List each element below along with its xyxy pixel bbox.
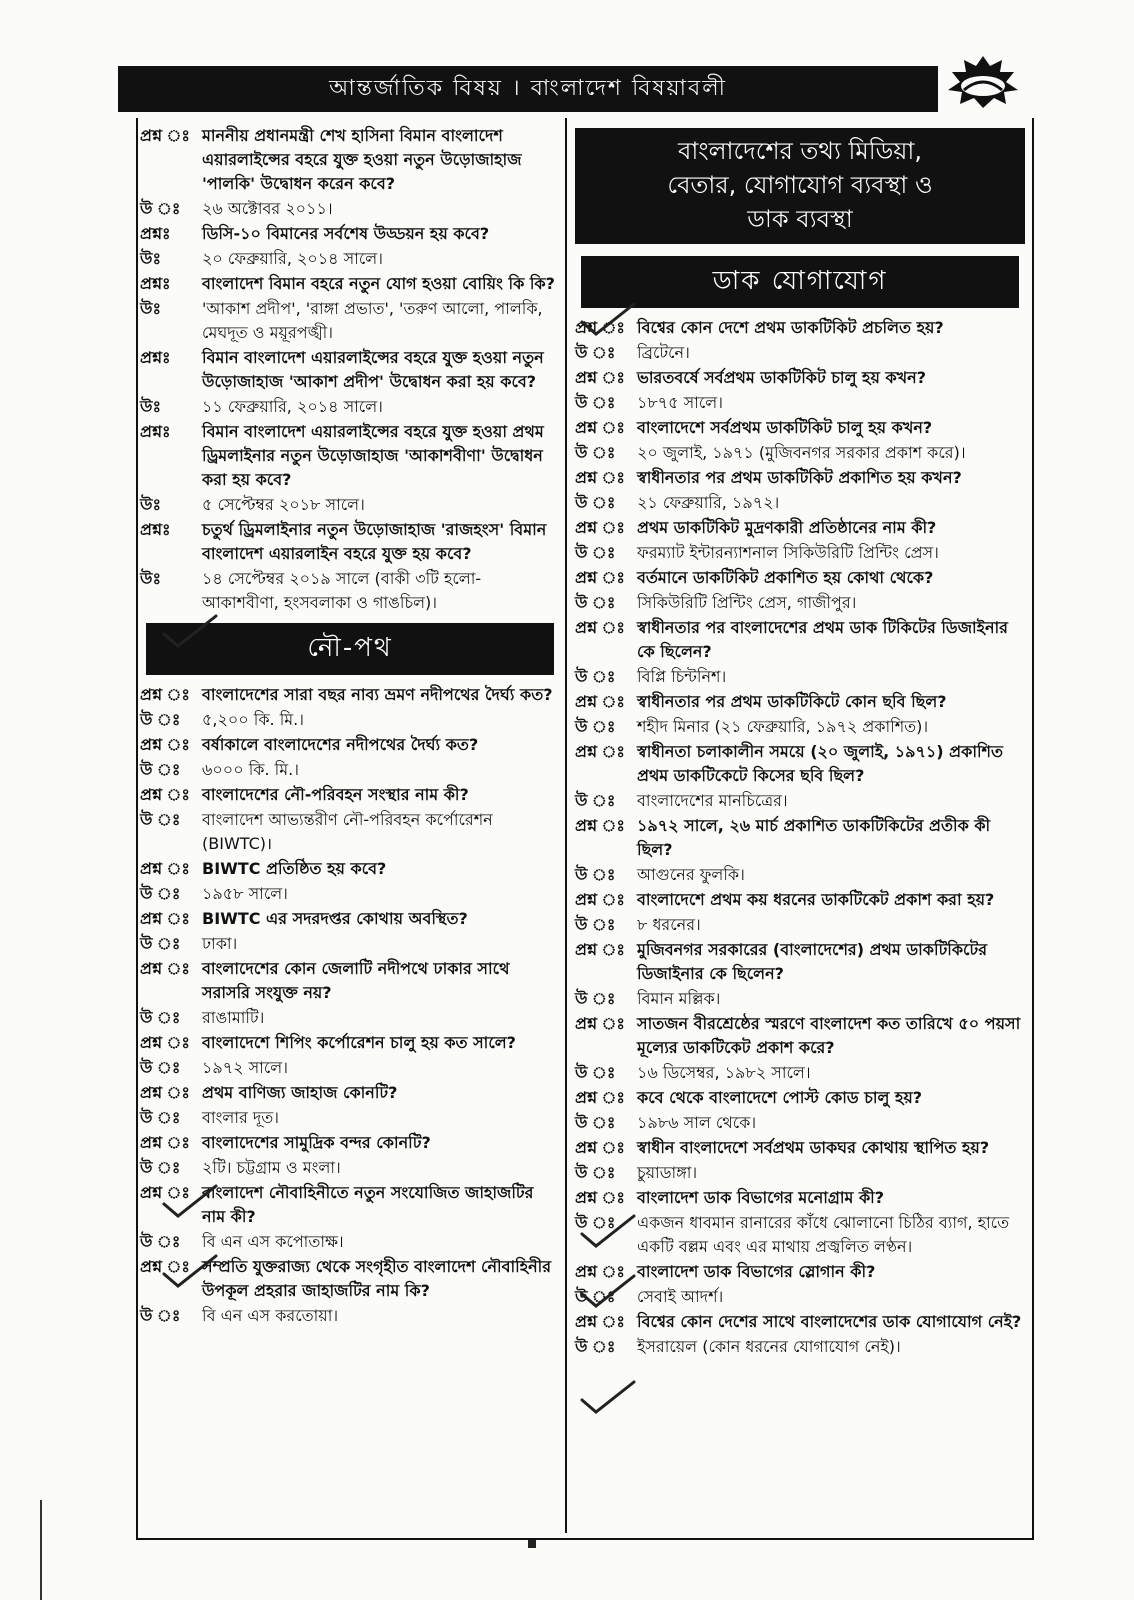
question-label: প্রশ্ন ঃ <box>575 1088 625 1107</box>
question-row <box>575 938 1025 986</box>
answer-row <box>140 567 560 615</box>
answer-row <box>575 987 1025 1011</box>
left-column <box>140 124 560 1329</box>
answer-row <box>575 863 1025 887</box>
answer-text: ১৬ ডিসেম্বর, ১৯৮২ সালে। <box>637 1063 811 1082</box>
question-label: প্রশ্ন ঃ <box>140 1083 190 1102</box>
question-row <box>575 1086 1025 1110</box>
answer-label: উঃ <box>140 299 161 318</box>
qa-list-postal <box>575 316 1025 1359</box>
column-divider <box>565 118 567 1533</box>
question-label: প্রশ্ন ঃ <box>575 1312 625 1331</box>
answer-row <box>575 1061 1025 1085</box>
question-text: বাংলাদেশে প্রথম কয় ধরনের ডাকটিকেট প্রকাশ করা হয়? <box>637 890 995 909</box>
answer-label: উঃ <box>140 397 161 416</box>
question-row <box>575 888 1025 912</box>
question-label: প্রশ্নঃ <box>140 224 171 243</box>
answer-text: বাংলাদেশ আভ্যন্তরীণ নৌ-পরিবহন কর্পোরেশন (BIWTC)। <box>202 810 493 853</box>
question-text: সম্প্রতি যুক্তরাজ্য থেকে সংগৃহীত বাংলাদেশ নৌবাহিনীর উপকূল প্রহরার জাহাজটির নাম কি? <box>202 1257 552 1300</box>
question-text: স্বাধীনতার পর প্রথম ডাকটিকিট প্রকাশিত হয় কখন? <box>637 468 962 487</box>
question-row <box>575 1012 1025 1060</box>
question-row <box>575 566 1025 590</box>
handwritten-check-icon <box>160 612 220 652</box>
answer-row <box>575 541 1025 565</box>
handwritten-check-icon <box>160 1182 220 1222</box>
answer-text: ২০ জুলাই, ১৯৭১ (মুজিবনগর সরকার প্রকাশ করে)। <box>637 443 966 462</box>
question-text: ডিসি-১০ বিমানের সর্বশেষ উড্ডয়ন হয় কবে? <box>202 224 490 243</box>
question-text: BIWTC এর সদরদপ্তর কোথায় অবস্থিত? <box>202 909 468 928</box>
handwritten-check-icon <box>578 1212 638 1252</box>
question-text: বাংলাদেশে সর্বপ্রথম ডাকটিকিট চালু হয় কখন? <box>637 418 933 437</box>
question-row <box>140 124 560 196</box>
question-text: বিশ্বের কোন দেশের সাথে বাংলাদেশের ডাক যোগাযোগ নেই? <box>637 1312 1022 1331</box>
answer-label: উ ঃ <box>575 717 616 736</box>
section-title-waterways: নৌ-পথ <box>146 623 554 675</box>
answer-row <box>140 1156 560 1180</box>
question-label: প্রশ্ন ঃ <box>575 1138 625 1157</box>
answer-label: উ ঃ <box>140 760 181 779</box>
question-row <box>575 316 1025 340</box>
answer-label: উ ঃ <box>575 543 616 562</box>
qa-list-waterways <box>140 683 560 1328</box>
answer-row <box>575 1335 1025 1359</box>
question-row <box>575 1260 1025 1284</box>
question-label: প্রশ্ন ঃ <box>575 816 625 835</box>
answer-row <box>140 1056 560 1080</box>
answer-row <box>575 913 1025 937</box>
answer-text: ৫,২০০ কি. মি.। <box>202 710 304 729</box>
answer-row <box>140 493 560 517</box>
question-label: প্রশ্ন ঃ <box>140 959 190 978</box>
question-label: প্রশ্নঃ <box>140 422 171 441</box>
answer-label: উ ঃ <box>575 989 616 1008</box>
question-label: প্রশ্নঃ <box>140 274 171 293</box>
question-label: প্রশ্ন ঃ <box>575 318 625 337</box>
question-text: বিমান বাংলাদেশ এয়ারলাইন্সের বহরে যুক্ত হওয়া নতুন উড়োজাহাজ 'আকাশ প্রদীপ' উদ্বোধন করা হয় কবে? <box>202 348 544 391</box>
answer-label: উ ঃ <box>575 865 616 884</box>
question-row <box>575 616 1025 664</box>
answer-label: উ ঃ <box>140 884 181 903</box>
question-row <box>140 1131 560 1155</box>
answer-text: ২৬ অক্টোবর ২০১১। <box>202 199 333 218</box>
question-row <box>140 1031 560 1055</box>
question-text: বাংলাদেশের সামুদ্রিক বন্দর কোনটি? <box>202 1133 431 1152</box>
question-row <box>140 733 560 757</box>
answer-label: উঃ <box>140 495 161 514</box>
answer-label: উ ঃ <box>575 443 616 462</box>
question-row <box>140 518 560 566</box>
answer-label: উ ঃ <box>140 1158 181 1177</box>
running-header-title: আন্তর্জাতিক বিষয় । বাংলাদেশ বিষয়াবলী <box>329 75 727 101</box>
question-text: বাংলাদেশ ডাক বিভাগের স্লোগান কী? <box>637 1262 876 1281</box>
handwritten-check-icon <box>578 1378 638 1418</box>
answer-label: উ ঃ <box>140 1306 181 1325</box>
question-label: প্রশ্ন ঃ <box>575 368 625 387</box>
chapter-topic-line: ডাক ব্যবস্থা <box>747 205 853 233</box>
qa-list-aviation <box>140 124 560 615</box>
question-text: প্রথম ডাকটিকিট মুদ্রণকারী প্রতিষ্ঠানের নাম কী? <box>637 518 937 537</box>
question-row <box>575 1136 1025 1160</box>
answer-text: ১১ ফেব্রুয়ারি, ২০১৪ সালে। <box>202 397 383 416</box>
answer-text: সেবাই আদর্শ। <box>637 1287 724 1306</box>
question-label: প্রশ্ন ঃ <box>140 685 190 704</box>
answer-text: ৮ ধরনের। <box>637 915 701 934</box>
question-label: প্রশ্ন ঃ <box>140 735 190 754</box>
answer-label: উ ঃ <box>140 1232 181 1251</box>
answer-row <box>575 391 1025 415</box>
question-text: বাংলাদেশের সারা বছর নাব্য ভ্রমণ নদীপথের দৈর্ঘ্য কত? <box>202 685 553 704</box>
answer-text: বি এন এস কপোতাক্ষ। <box>202 1232 344 1251</box>
question-label: প্রশ্ন ঃ <box>575 1262 625 1281</box>
answer-row <box>575 1161 1025 1185</box>
answer-row <box>140 708 560 732</box>
question-text: বাংলাদেশ নৌবাহিনীতে নতুন সংযোজিত জাহাজটির নাম কী? <box>202 1183 534 1226</box>
answer-text: শহীদ মিনার (২১ ফেব্রুয়ারি, ১৯৭২ প্রকাশিত)। <box>637 717 929 736</box>
answer-row <box>575 491 1025 515</box>
question-label: প্রশ্ন ঃ <box>575 692 625 711</box>
question-row <box>575 740 1025 788</box>
answer-label: উ ঃ <box>575 915 616 934</box>
answer-row <box>140 1230 560 1254</box>
answer-label: উ ঃ <box>140 1108 181 1127</box>
question-text: স্বাধীন বাংলাদেশে সর্বপ্রথম ডাকঘর কোথায় স্থাপিত হয়? <box>637 1138 990 1157</box>
question-row <box>575 516 1025 540</box>
question-row <box>575 1186 1025 1210</box>
answer-row <box>575 1111 1025 1135</box>
answer-label: উ ঃ <box>575 1063 616 1082</box>
question-text: বাংলাদেশের নৌ-পরিবহন সংস্থার নাম কী? <box>202 785 469 804</box>
question-row <box>140 420 560 492</box>
answer-row <box>575 789 1025 813</box>
question-row <box>140 783 560 807</box>
question-label: প্রশ্ন ঃ <box>140 1033 190 1052</box>
question-label: প্রশ্ন ঃ <box>140 1183 190 1202</box>
question-label: প্রশ্নঃ <box>140 520 171 539</box>
chapter-topic-line: বেতার, যোগাযোগ ব্যবস্থা ও <box>667 171 933 199</box>
question-label: প্রশ্ন ঃ <box>575 742 625 761</box>
answer-row <box>140 197 560 221</box>
question-row <box>140 957 560 1005</box>
question-text: স্বাধীনতা চলাকালীন সময়ে (২০ জুলাই, ১৯৭১) প্রকাশিত প্রথম ডাকটিকেটে কিসের ছবি ছিল? <box>637 742 1004 785</box>
question-row <box>575 416 1025 440</box>
answer-text: বাংলাদেশের মানচিত্রের। <box>637 791 788 810</box>
answer-text: ১৯৭২ সালে। <box>202 1058 288 1077</box>
answer-label: উ ঃ <box>140 810 181 829</box>
question-label: প্রশ্ন ঃ <box>140 1133 190 1152</box>
answer-row <box>140 1006 560 1030</box>
running-header <box>118 66 938 112</box>
question-label: প্রশ্নঃ <box>140 348 171 367</box>
answer-row <box>575 1285 1025 1309</box>
answer-label: উ ঃ <box>575 791 616 810</box>
answer-label: উ ঃ <box>575 1213 616 1232</box>
answer-label: উ ঃ <box>575 1287 616 1306</box>
question-row <box>575 690 1025 714</box>
question-text: বাংলাদেশের কোন জেলাটি নদীপথে ঢাকার সাথে সরাসরি সংযুক্ত নয়? <box>202 959 510 1002</box>
question-text: সাতজন বীরশ্রেষ্ঠের স্মরণে বাংলাদেশ কত তারিখে ৫০ পয়সা মূল্যের ডাকটিকেট প্রকাশ করে? <box>637 1014 1021 1057</box>
question-text: বিশ্বের কোন দেশে প্রথম ডাকটিকিট প্রচলিত হয়? <box>637 318 944 337</box>
answer-label: উ ঃ <box>575 1113 616 1132</box>
answer-label: উ ঃ <box>140 199 181 218</box>
answer-row <box>140 395 560 419</box>
question-label: প্রশ্ন ঃ <box>140 909 190 928</box>
answer-label: উ ঃ <box>575 493 616 512</box>
answer-label: উ ঃ <box>140 934 181 953</box>
answer-label: উ ঃ <box>575 343 616 362</box>
answer-text: ২টি। চট্টগ্রাম ও মংলা। <box>202 1158 341 1177</box>
answer-label: উ ঃ <box>575 393 616 412</box>
question-label: প্রশ্ন ঃ <box>140 785 190 804</box>
answer-text: ১৪ সেপ্টেম্বর ২০১৯ সালে (বাকী ৩টি হলো- আকাশবীণা, হংসবলাকা ও গাঙচিল)। <box>202 569 482 612</box>
answer-row <box>575 591 1025 615</box>
question-text: বর্তমানে ডাকটিকিট প্রকাশিত হয় কোথা থেকে? <box>637 568 934 587</box>
answer-text: ফরম্যাট ইন্টারন্যাশনাল সিকিউরিটি প্রিন্টিং প্রেস। <box>637 543 939 562</box>
answer-label: উ ঃ <box>575 1337 616 1356</box>
answer-text: বাংলার দূত। <box>202 1108 280 1127</box>
answer-text: ২০ ফেব্রুয়ারি, ২০১৪ সালে। <box>202 249 383 268</box>
question-row <box>140 346 560 394</box>
answer-row <box>140 932 560 956</box>
question-row <box>140 683 560 707</box>
answer-text: সিকিউরিটি প্রিন্টিং প্রেস, গাজীপুর। <box>637 593 857 612</box>
chapter-topic-box <box>575 128 1025 244</box>
answer-text: ২১ ফেব্রুয়ারি, ১৯৭২। <box>637 493 780 512</box>
answer-label: উ ঃ <box>575 1163 616 1182</box>
answer-row <box>575 665 1025 689</box>
answer-row <box>140 1106 560 1130</box>
answer-row <box>575 341 1025 365</box>
section-title-postal: ডাক যোগাযোগ <box>581 256 1019 308</box>
answer-row <box>140 247 560 271</box>
question-text: মাননীয় প্রধানমন্ত্রী শেখ হাসিনা বিমান বাংলাদেশ এয়ারলাইন্সের বহরে যুক্ত হওয়া নতুন উড়োজাহাজ 'পালকি' উদ্বোধন করেন কবে? <box>202 126 522 193</box>
answer-row <box>575 715 1025 739</box>
answer-label: উ ঃ <box>575 667 616 686</box>
page-mark <box>528 1540 536 1548</box>
answer-text: বিমান মল্লিক। <box>637 989 721 1008</box>
answer-label: উঃ <box>140 249 161 268</box>
question-label: প্রশ্ন ঃ <box>575 1014 625 1033</box>
question-text: বর্ষাকালে বাংলাদেশের নদীপথের দৈর্ঘ্য কত? <box>202 735 479 754</box>
answer-text: চুয়াডাঙ্গা। <box>637 1163 698 1182</box>
question-text: বাংলাদেশ ডাক বিভাগের মনোগ্রাম কী? <box>637 1188 885 1207</box>
answer-row <box>140 808 560 856</box>
question-label: প্রশ্ন ঃ <box>575 890 625 909</box>
answer-row <box>140 1304 560 1328</box>
question-label: প্রশ্ন ঃ <box>140 859 190 878</box>
question-label: প্রশ্ন ঃ <box>575 418 625 437</box>
question-label: প্রশ্ন ঃ <box>575 618 625 637</box>
answer-text: ব্রিটেনে। <box>637 343 690 362</box>
answer-row <box>140 882 560 906</box>
handwritten-check-icon <box>578 1272 638 1312</box>
question-label: প্রশ্ন ঃ <box>575 1188 625 1207</box>
answer-text: আগুনের ফুলকি। <box>637 865 745 884</box>
question-text: স্বাধীনতার পর প্রথম ডাকটিকিটে কোন ছবি ছিল? <box>637 692 947 711</box>
question-row <box>575 366 1025 390</box>
answer-text: ১৮৭৫ সালে। <box>637 393 723 412</box>
question-text: বিমান বাংলাদেশ এয়ারলাইন্সের বহরে যুক্ত হওয়া প্রথম ড্রিমলাইনার নতুন উড়োজাহাজ 'আকাশবীণা' উদ্বোধন করা হয় কবে? <box>202 422 544 489</box>
question-row <box>140 857 560 881</box>
question-label: প্রশ্ন ঃ <box>575 568 625 587</box>
answer-text: রাঙামাটি। <box>202 1008 265 1027</box>
question-label: প্রশ্ন ঃ <box>575 518 625 537</box>
answer-row <box>575 1211 1025 1259</box>
answer-text: বিপ্লি চিন্টনিশ। <box>637 667 727 686</box>
question-label: প্রশ্ন ঃ <box>575 468 625 487</box>
answer-text: বি এন এস করতোয়া। <box>202 1306 339 1325</box>
answer-text: ৫ সেপ্টেম্বর ২০১৮ সালে। <box>202 495 365 514</box>
answer-label: উঃ <box>140 569 161 588</box>
question-row <box>140 1081 560 1105</box>
answer-label: উ ঃ <box>140 710 181 729</box>
question-text: বাংলাদেশে শিপিং কর্পোরেশন চালু হয় কত সালে? <box>202 1033 516 1052</box>
answer-text: ১৯৫৮ সালে। <box>202 884 288 903</box>
answer-label: উ ঃ <box>140 1008 181 1027</box>
question-row <box>140 907 560 931</box>
right-column <box>575 124 1025 1360</box>
question-label: প্রশ্ন ঃ <box>140 126 190 145</box>
question-row <box>575 1310 1025 1334</box>
answer-text: ঢাকা। <box>202 934 238 953</box>
question-text: ভারতবর্ষে সর্বপ্রথম ডাকটিকিট চালু হয় কখন? <box>637 368 926 387</box>
answer-row <box>140 758 560 782</box>
answer-row <box>575 441 1025 465</box>
question-label: প্রশ্ন ঃ <box>140 1257 190 1276</box>
question-text: কবে থেকে বাংলাদেশে পোস্ট কোড চালু হয়? <box>637 1088 923 1107</box>
answer-text: ১৯৮৬ সাল থেকে। <box>637 1113 757 1132</box>
question-text: প্রথম বাণিজ্য জাহাজ কোনটি? <box>202 1083 398 1102</box>
answer-text: ইসরায়েল (কোন ধরনের যোগাযোগ নেই)। <box>637 1337 901 1356</box>
chapter-topic-line: বাংলাদেশের তথ্য মিডিয়া, <box>677 137 922 165</box>
answer-row <box>140 297 560 345</box>
question-row <box>140 272 560 296</box>
answer-label: উ ঃ <box>575 593 616 612</box>
question-text: BIWTC প্রতিষ্ঠিত হয় কবে? <box>202 859 387 878</box>
question-text: চতুর্থ ড্রিমলাইনার নতুন উড়োজাহাজ 'রাজহংস' বিমান বাংলাদেশ এয়ারলাইন বহরে যুক্ত হয় কবে? <box>202 520 547 563</box>
answer-label: উ ঃ <box>140 1058 181 1077</box>
question-row <box>140 222 560 246</box>
answer-text: একজন ধাবমান রানারের কাঁধে ঝোলানো চিঠির ব্যাগ, হাতে একটি বল্লম এবং এর মাথায় প্রজ্বলিত লণ্ঠন। <box>637 1213 1010 1256</box>
question-row <box>575 466 1025 490</box>
question-text: স্বাধীনতার পর বাংলাদেশের প্রথম ডাক টিকিটের ডিজাইনার কে ছিলেন? <box>637 618 1008 661</box>
question-row <box>575 814 1025 862</box>
publisher-logo-icon <box>940 52 1026 112</box>
handwritten-check-icon <box>160 1252 220 1292</box>
handwritten-check-icon <box>578 300 638 340</box>
question-text: বাংলাদেশ বিমান বহরে নতুন যোগ হওয়া বোয়িং কি কি? <box>202 274 555 293</box>
answer-text: 'আকাশ প্রদীপ', 'রাঙ্গা প্রভাত', 'তরুণ আলো, পালকি, মেঘদূত ও ময়ূরপঙ্খী। <box>202 299 543 342</box>
question-text: মুজিবনগর সরকারের (বাংলাদেশের) প্রথম ডাকটিকিটের ডিজাইনার কে ছিলেন? <box>637 940 987 983</box>
scan-edge-line <box>40 1500 42 1600</box>
answer-text: ৬০০০ কি. মি.। <box>202 760 299 779</box>
question-label: প্রশ্ন ঃ <box>575 940 625 959</box>
question-text: ১৯৭২ সালে, ২৬ মার্চ প্রকাশিত ডাকটিকিটের প্রতীক কী ছিল? <box>637 816 991 859</box>
